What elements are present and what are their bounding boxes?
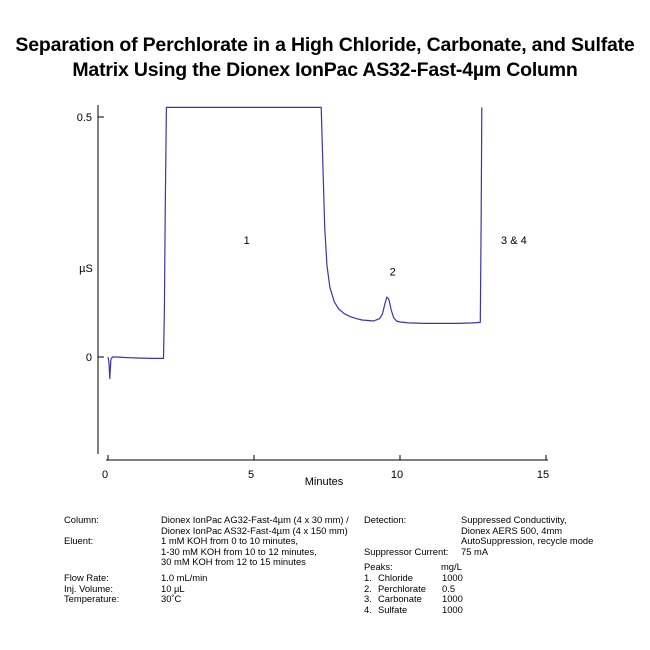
conditions-right: [364, 515, 593, 615]
column-line-2: Dionex IonPac AS32-Fast-4µm (4 x 150 mm): [161, 524, 348, 536]
peak-name: Perchlorate: [378, 582, 426, 594]
x-axis-label: Minutes: [304, 476, 344, 488]
peak-row: [364, 605, 593, 616]
inj-volume-value: 10 µL: [161, 582, 185, 594]
y-tick-label: 0.5: [76, 112, 92, 124]
peak-row: [364, 573, 593, 584]
detection-label: Detection:: [364, 514, 407, 525]
peak-label: 3 & 4: [501, 235, 527, 248]
peak-label: 2: [389, 266, 396, 279]
peak-number: 4.: [364, 603, 372, 615]
eluent-line-3: 30 mM KOH from 12 to 15 minutes: [161, 556, 306, 568]
chart-marks: [108, 107, 482, 378]
detection-line-2: Dionex AERS 500, 4mm: [461, 524, 563, 536]
eluent-line-2: 1-30 mM KOH from 10 to 12 minutes,: [161, 545, 317, 557]
chart-labels: [77, 112, 549, 488]
x-tick-label: 5: [247, 469, 255, 481]
chromatogram-trace: [108, 107, 482, 378]
peak-number: 3.: [364, 593, 372, 605]
conditions-left: [64, 515, 349, 605]
y-tick-label: 0: [85, 352, 92, 364]
peak-list: [364, 573, 593, 615]
temperature-value: 30˚C: [161, 593, 182, 605]
peak-label: 1: [243, 235, 250, 248]
flow-rate-label: Flow Rate:: [64, 571, 109, 583]
peak-name: Chloride: [378, 571, 413, 583]
suppressor-current-value: 75 mA: [461, 545, 489, 557]
detection-line-1: Suppressed Conductivity,: [461, 514, 567, 525]
x-tick-label: 10: [390, 469, 404, 481]
inj-volume-label: Inj. Volume:: [64, 582, 113, 594]
column-line-1: Dionex IonPac AG32-Fast-4µm (4 x 30 mm) /: [161, 514, 349, 525]
chart-title-line-1: Separation of Perchlorate in a High Chloride, Carbonate, and Sulfate: [15, 34, 635, 56]
eluent-label: Eluent:: [64, 535, 94, 547]
peak-concentration: 1000: [442, 593, 463, 605]
peak-name: Sulfate: [378, 603, 408, 615]
chart-title-line-2: Matrix Using the Dionex IonPac AS32-Fast-4µm Column: [72, 59, 578, 81]
peaks-label: Peaks:: [364, 561, 393, 573]
peak-concentration: 1000: [442, 603, 463, 615]
peak-number: 2.: [364, 582, 372, 594]
peak-number: 1.: [364, 571, 372, 583]
flow-rate-value: 1.0 mL/min: [161, 571, 208, 583]
suppressor-current-label: Suppressor Current:: [364, 545, 449, 557]
x-tick-label: 0: [101, 469, 109, 481]
y-axis-label: µS: [79, 263, 93, 275]
eluent-line-1: 1 mM KOH from 0 to 10 minutes,: [161, 535, 299, 547]
temperature-label: Temperature:: [64, 593, 120, 605]
column-label: Column:: [64, 514, 99, 525]
peak-concentration: 0.5: [442, 582, 456, 594]
peaks-unit: mg/L: [441, 561, 462, 573]
detection-line-3: AutoSuppression, recycle mode: [461, 535, 594, 547]
peak-concentration: 1000: [442, 571, 463, 583]
peak-name: Carbonate: [378, 593, 422, 605]
x-tick-label: 15: [536, 469, 550, 481]
